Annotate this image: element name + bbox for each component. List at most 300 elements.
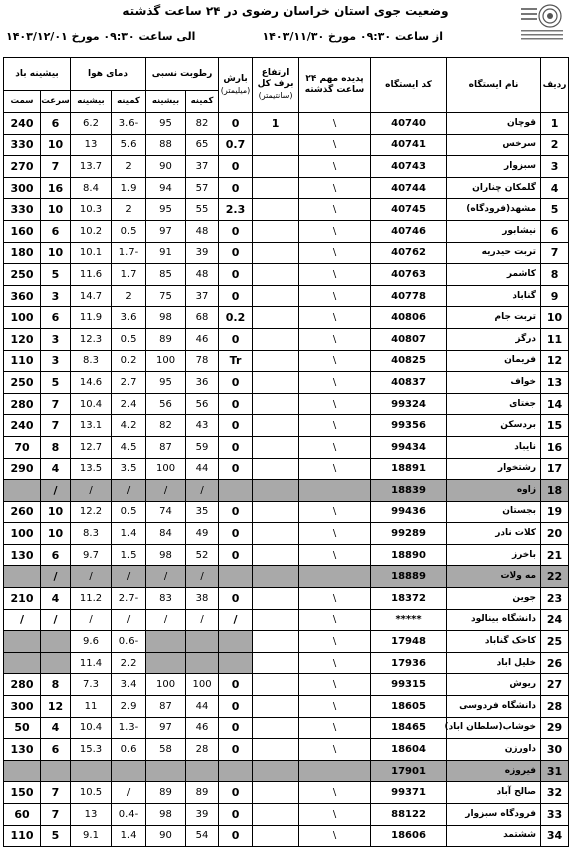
- temp-min-cell: 1.4: [112, 825, 146, 847]
- humidity-min-cell: 100: [186, 674, 219, 696]
- temp-min-cell: 4.2: [112, 415, 146, 437]
- temp-max-cell: 9.6: [71, 631, 112, 653]
- rainfall-cell: 0: [219, 825, 253, 847]
- humidity-max-cell: 89: [146, 328, 186, 350]
- wind-direction-cell: [4, 652, 41, 674]
- table-row: [4, 739, 569, 761]
- wind-direction-cell: 110: [4, 825, 41, 847]
- wind-speed-cell: 10: [41, 134, 71, 156]
- humidity-min-cell: 28: [186, 739, 219, 761]
- wind-direction-cell: 260: [4, 501, 41, 523]
- humidity-max-cell: 97: [146, 717, 186, 739]
- station-name: تربت جام: [447, 307, 541, 329]
- wind-direction-cell: 100: [4, 523, 41, 545]
- humidity-min-cell: [186, 631, 219, 653]
- station-code: 99324: [371, 393, 447, 415]
- col-rain-unit: (میلیمتر): [220, 85, 251, 95]
- temp-min-cell: /: [112, 782, 146, 804]
- temp-min-cell: 2.7: [112, 372, 146, 394]
- wind-speed-cell: 10: [41, 523, 71, 545]
- table-row: [4, 652, 569, 674]
- station-code: 18372: [371, 588, 447, 610]
- snow-depth-cell: [253, 523, 299, 545]
- wind-speed-cell: 5: [41, 372, 71, 394]
- station-code: 88122: [371, 804, 447, 826]
- table-row: [4, 436, 569, 458]
- humidity-max-cell: 90: [146, 825, 186, 847]
- rainfall-cell: 0: [219, 113, 253, 135]
- wind-speed-cell: 10: [41, 199, 71, 221]
- wind-speed-cell: 4: [41, 458, 71, 480]
- humidity-max-cell: 97: [146, 220, 186, 242]
- snow-depth-cell: 1: [253, 113, 299, 135]
- wind-speed-cell: 6: [41, 113, 71, 135]
- wind-direction-cell: 150: [4, 782, 41, 804]
- humidity-min-cell: [186, 652, 219, 674]
- temp-max-cell: 15.3: [71, 739, 112, 761]
- row-number: 23: [541, 588, 569, 610]
- row-number: 25: [541, 631, 569, 653]
- col-humidity-max: بیشینه: [146, 91, 186, 113]
- temp-min-cell: /: [112, 566, 146, 588]
- wind-speed-cell: 10: [41, 501, 71, 523]
- col-rain: [219, 58, 253, 113]
- temp-max-cell: 14.6: [71, 372, 112, 394]
- phenomenon-cell: \: [299, 285, 371, 307]
- temp-min-cell: 0.5: [112, 328, 146, 350]
- table-row: [4, 156, 569, 178]
- wind-speed-cell: 7: [41, 156, 71, 178]
- temp-min-cell: -0.4: [112, 804, 146, 826]
- temp-min-cell: 3.6: [112, 307, 146, 329]
- table-row: [4, 199, 569, 221]
- col-code: کد ایستگاه: [371, 58, 447, 113]
- col-humidity: رطوبت نسبی: [146, 58, 219, 91]
- rainfall-cell: [219, 652, 253, 674]
- temp-max-cell: 9.1: [71, 825, 112, 847]
- table-row: [4, 372, 569, 394]
- table-row: [4, 609, 569, 631]
- phenomenon-cell: \: [299, 350, 371, 372]
- snow-depth-cell: [253, 588, 299, 610]
- station-name: گلمکان چناران: [447, 177, 541, 199]
- snow-depth-cell: [253, 480, 299, 502]
- humidity-min-cell: /: [186, 609, 219, 631]
- phenomenon-cell: \: [299, 544, 371, 566]
- temp-max-cell: 13: [71, 804, 112, 826]
- temp-max-cell: 13.7: [71, 156, 112, 178]
- row-number: 16: [541, 436, 569, 458]
- snow-depth-cell: [253, 372, 299, 394]
- wind-direction-cell: [4, 566, 41, 588]
- snow-depth-cell: [253, 285, 299, 307]
- humidity-min-cell: 56: [186, 393, 219, 415]
- rainfall-cell: [219, 566, 253, 588]
- humidity-max-cell: 94: [146, 177, 186, 199]
- rainfall-cell: 0: [219, 264, 253, 286]
- row-number: 13: [541, 372, 569, 394]
- wind-speed-cell: 5: [41, 264, 71, 286]
- wind-speed-cell: 8: [41, 436, 71, 458]
- phenomenon-cell: \: [299, 739, 371, 761]
- snow-depth-cell: [253, 760, 299, 782]
- humidity-max-cell: /: [146, 480, 186, 502]
- temp-min-cell: 3.4: [112, 674, 146, 696]
- snow-depth-cell: [253, 652, 299, 674]
- temp-min-cell: -1.3: [112, 717, 146, 739]
- wind-speed-cell: /: [41, 480, 71, 502]
- row-number: 30: [541, 739, 569, 761]
- humidity-min-cell: 78: [186, 350, 219, 372]
- row-number: 21: [541, 544, 569, 566]
- rainfall-cell: 0: [219, 436, 253, 458]
- humidity-max-cell: 100: [146, 674, 186, 696]
- station-name: رشتخوار: [447, 458, 541, 480]
- station-code: 40806: [371, 307, 447, 329]
- row-number: 17: [541, 458, 569, 480]
- temp-max-cell: 11.9: [71, 307, 112, 329]
- phenomenon-cell: \: [299, 609, 371, 631]
- station-code: 40778: [371, 285, 447, 307]
- table-row: [4, 544, 569, 566]
- phenomenon-cell: \: [299, 782, 371, 804]
- station-name: جوین: [447, 588, 541, 610]
- snow-depth-cell: [253, 544, 299, 566]
- phenomenon-cell: \: [299, 631, 371, 653]
- wind-direction-cell: 250: [4, 264, 41, 286]
- station-code: 17936: [371, 652, 447, 674]
- report-title: وضعیت جوی استان خراسان رضوی در ۲۴ ساعت گذشته: [122, 4, 449, 18]
- phenomenon-cell: \: [299, 264, 371, 286]
- station-name: کاخک گناباد: [447, 631, 541, 653]
- wind-direction-cell: [4, 480, 41, 502]
- station-code: 99289: [371, 523, 447, 545]
- row-number: 14: [541, 393, 569, 415]
- wind-speed-cell: /: [41, 566, 71, 588]
- temp-min-cell: 1.4: [112, 523, 146, 545]
- station-name: صالح آباد: [447, 782, 541, 804]
- station-name: سبزوار: [447, 156, 541, 178]
- humidity-min-cell: [186, 760, 219, 782]
- wind-direction-cell: 70: [4, 436, 41, 458]
- row-number: 20: [541, 523, 569, 545]
- temp-max-cell: 9.7: [71, 544, 112, 566]
- rainfall-cell: 0: [219, 242, 253, 264]
- snow-depth-cell: [253, 328, 299, 350]
- wind-speed-cell: /: [41, 609, 71, 631]
- snow-depth-cell: [253, 566, 299, 588]
- rainfall-cell: 0: [219, 177, 253, 199]
- temp-min-cell: /: [112, 480, 146, 502]
- rainfall-cell: 0: [219, 739, 253, 761]
- row-number: 11: [541, 328, 569, 350]
- wind-direction-cell: 100: [4, 307, 41, 329]
- temp-min-cell: -3.6: [112, 113, 146, 135]
- snow-depth-cell: [253, 717, 299, 739]
- temp-max-cell: 10.4: [71, 717, 112, 739]
- table-row: [4, 566, 569, 588]
- table-row: [4, 631, 569, 653]
- wind-direction-cell: /: [4, 609, 41, 631]
- col-snow-unit: (سانتیمتر): [258, 91, 293, 100]
- humidity-min-cell: 65: [186, 134, 219, 156]
- humidity-max-cell: 98: [146, 804, 186, 826]
- humidity-max-cell: 95: [146, 372, 186, 394]
- wind-direction-cell: 330: [4, 199, 41, 221]
- snow-depth-cell: [253, 199, 299, 221]
- station-code: 40744: [371, 177, 447, 199]
- humidity-max-cell: 85: [146, 264, 186, 286]
- temp-max-cell: 12.3: [71, 328, 112, 350]
- row-number: 27: [541, 674, 569, 696]
- temp-min-cell: 2: [112, 199, 146, 221]
- phenomenon-cell: [299, 566, 371, 588]
- phenomenon-cell: \: [299, 220, 371, 242]
- col-humidity-min: کمینه: [186, 91, 219, 113]
- wind-direction-cell: 50: [4, 717, 41, 739]
- table-row: [4, 220, 569, 242]
- humidity-min-cell: 37: [186, 285, 219, 307]
- humidity-min-cell: 49: [186, 523, 219, 545]
- station-name: خواف: [447, 372, 541, 394]
- rainfall-cell: 0: [219, 220, 253, 242]
- station-name: کلات نادر: [447, 523, 541, 545]
- temp-max-cell: 10.2: [71, 220, 112, 242]
- station-code: 18889: [371, 566, 447, 588]
- station-name: زاوه: [447, 480, 541, 502]
- temp-max-cell: 13.1: [71, 415, 112, 437]
- row-number: 29: [541, 717, 569, 739]
- wind-speed-cell: 4: [41, 717, 71, 739]
- rainfall-cell: /: [219, 609, 253, 631]
- humidity-max-cell: 88: [146, 134, 186, 156]
- wind-direction-cell: 290: [4, 458, 41, 480]
- station-name: سرخس: [447, 134, 541, 156]
- row-number: 18: [541, 480, 569, 502]
- wind-speed-cell: 10: [41, 242, 71, 264]
- temp-max-cell: 8.3: [71, 523, 112, 545]
- table-row: [4, 307, 569, 329]
- station-code: 17948: [371, 631, 447, 653]
- phenomenon-cell: \: [299, 804, 371, 826]
- humidity-max-cell: 100: [146, 350, 186, 372]
- period-to: الی ساعت ۰۹:۳۰ مورخ ۱۴۰۳/۱۲/۰۱: [6, 30, 196, 43]
- station-code: 18839: [371, 480, 447, 502]
- station-code: 18890: [371, 544, 447, 566]
- humidity-max-cell: /: [146, 566, 186, 588]
- phenomenon-cell: \: [299, 458, 371, 480]
- row-number: 7: [541, 242, 569, 264]
- row-number: 12: [541, 350, 569, 372]
- snow-depth-cell: [253, 177, 299, 199]
- temp-min-cell: 2.4: [112, 393, 146, 415]
- phenomenon-cell: \: [299, 242, 371, 264]
- wind-direction-cell: 130: [4, 544, 41, 566]
- temp-max-cell: 10.3: [71, 199, 112, 221]
- row-number: 1: [541, 113, 569, 135]
- table-row: [4, 264, 569, 286]
- station-name: دانشگاه بینالود: [447, 609, 541, 631]
- snow-depth-cell: [253, 264, 299, 286]
- humidity-min-cell: 43: [186, 415, 219, 437]
- temp-max-cell: 7.3: [71, 674, 112, 696]
- row-number: 4: [541, 177, 569, 199]
- wind-direction-cell: 300: [4, 177, 41, 199]
- table-row: [4, 825, 569, 847]
- station-name: فریمان: [447, 350, 541, 372]
- station-name: قوچان: [447, 113, 541, 135]
- rainfall-cell: 0.7: [219, 134, 253, 156]
- station-code: 18891: [371, 458, 447, 480]
- weather-table: [3, 57, 569, 847]
- wind-direction-cell: [4, 760, 41, 782]
- station-name: ششتمد: [447, 825, 541, 847]
- wind-direction-cell: [4, 631, 41, 653]
- temp-min-cell: 1.9: [112, 177, 146, 199]
- humidity-min-cell: 36: [186, 372, 219, 394]
- wind-direction-cell: 210: [4, 588, 41, 610]
- temp-min-cell: 2.2: [112, 652, 146, 674]
- rainfall-cell: 0: [219, 717, 253, 739]
- humidity-max-cell: 83: [146, 588, 186, 610]
- rainfall-cell: 2.3: [219, 199, 253, 221]
- humidity-max-cell: [146, 631, 186, 653]
- temp-min-cell: 2: [112, 156, 146, 178]
- station-name: درگز: [447, 328, 541, 350]
- row-number: 8: [541, 264, 569, 286]
- humidity-max-cell: 75: [146, 285, 186, 307]
- station-code: 99434: [371, 436, 447, 458]
- wind-direction-cell: 250: [4, 372, 41, 394]
- wind-speed-cell: 6: [41, 307, 71, 329]
- phenomenon-cell: [299, 760, 371, 782]
- phenomenon-cell: \: [299, 134, 371, 156]
- humidity-min-cell: 89: [186, 782, 219, 804]
- station-code: 99371: [371, 782, 447, 804]
- station-code: 18604: [371, 739, 447, 761]
- rainfall-cell: 0: [219, 415, 253, 437]
- snow-depth-cell: [253, 739, 299, 761]
- table-row: [4, 113, 569, 135]
- rainfall-cell: [219, 480, 253, 502]
- wind-speed-cell: [41, 760, 71, 782]
- temp-min-cell: 2: [112, 285, 146, 307]
- table-row: [4, 393, 569, 415]
- humidity-min-cell: 54: [186, 825, 219, 847]
- temp-max-cell: 10.1: [71, 242, 112, 264]
- station-code: *****: [371, 609, 447, 631]
- wind-speed-cell: 3: [41, 328, 71, 350]
- station-name: تربت حیدریه: [447, 242, 541, 264]
- phenomenon-cell: \: [299, 674, 371, 696]
- col-snow: [253, 58, 299, 113]
- temp-max-cell: 6.2: [71, 113, 112, 135]
- wind-direction-cell: 130: [4, 739, 41, 761]
- table-row: [4, 760, 569, 782]
- wind-direction-cell: 120: [4, 328, 41, 350]
- row-number: 24: [541, 609, 569, 631]
- humidity-max-cell: 100: [146, 458, 186, 480]
- table-row: [4, 588, 569, 610]
- snow-depth-cell: [253, 220, 299, 242]
- rainfall-cell: 0: [219, 285, 253, 307]
- row-number: 22: [541, 566, 569, 588]
- table-header-row: [4, 58, 569, 91]
- table-row: [4, 501, 569, 523]
- row-number: 34: [541, 825, 569, 847]
- phenomenon-cell: \: [299, 113, 371, 135]
- temp-min-cell: 0.5: [112, 220, 146, 242]
- temp-max-cell: 13: [71, 134, 112, 156]
- table-row: [4, 804, 569, 826]
- station-name: داورزن: [447, 739, 541, 761]
- temp-min-cell: 1.7: [112, 264, 146, 286]
- rainfall-cell: 0: [219, 156, 253, 178]
- col-rain-label: بارش: [223, 73, 248, 84]
- col-wind-max: بیشینه باد: [4, 58, 71, 91]
- humidity-max-cell: [146, 760, 186, 782]
- station-code: 99356: [371, 415, 447, 437]
- humidity-min-cell: 39: [186, 242, 219, 264]
- wind-speed-cell: 6: [41, 544, 71, 566]
- humidity-max-cell: 95: [146, 113, 186, 135]
- station-code: 40741: [371, 134, 447, 156]
- humidity-max-cell: 87: [146, 436, 186, 458]
- snow-depth-cell: [253, 393, 299, 415]
- rainfall-cell: 0: [219, 393, 253, 415]
- station-code: 18605: [371, 696, 447, 718]
- wind-speed-cell: 4: [41, 588, 71, 610]
- wind-direction-cell: 160: [4, 220, 41, 242]
- phenomenon-cell: \: [299, 696, 371, 718]
- station-code: 40762: [371, 242, 447, 264]
- station-name: نیشابور: [447, 220, 541, 242]
- temp-max-cell: 10.4: [71, 393, 112, 415]
- snow-depth-cell: [253, 825, 299, 847]
- temp-max-cell: 13.5: [71, 458, 112, 480]
- station-name: بجستان: [447, 501, 541, 523]
- station-name: خوشاب(سلطان اباد): [447, 717, 541, 739]
- snow-depth-cell: [253, 307, 299, 329]
- row-number: 10: [541, 307, 569, 329]
- station-name: کاشمر: [447, 264, 541, 286]
- rainfall-cell: 0: [219, 588, 253, 610]
- row-number: 26: [541, 652, 569, 674]
- table-row: [4, 717, 569, 739]
- wind-speed-cell: 12: [41, 696, 71, 718]
- rainfall-cell: 0: [219, 674, 253, 696]
- humidity-min-cell: /: [186, 480, 219, 502]
- station-code: 40740: [371, 113, 447, 135]
- col-snow-label: ارتفاع برف کل: [257, 68, 294, 89]
- snow-depth-cell: [253, 436, 299, 458]
- rainfall-cell: 0: [219, 458, 253, 480]
- col-temp-min: کمینه: [112, 91, 146, 113]
- station-name: بردسکن: [447, 415, 541, 437]
- temp-max-cell: /: [71, 480, 112, 502]
- snow-depth-cell: [253, 501, 299, 523]
- wind-direction-cell: 240: [4, 113, 41, 135]
- rainfall-cell: 0: [219, 328, 253, 350]
- wind-speed-cell: 5: [41, 825, 71, 847]
- humidity-max-cell: 98: [146, 544, 186, 566]
- wind-speed-cell: 6: [41, 220, 71, 242]
- station-code: 40825: [371, 350, 447, 372]
- snow-depth-cell: [253, 696, 299, 718]
- humidity-min-cell: 68: [186, 307, 219, 329]
- station-code: 40837: [371, 372, 447, 394]
- wind-speed-cell: 7: [41, 782, 71, 804]
